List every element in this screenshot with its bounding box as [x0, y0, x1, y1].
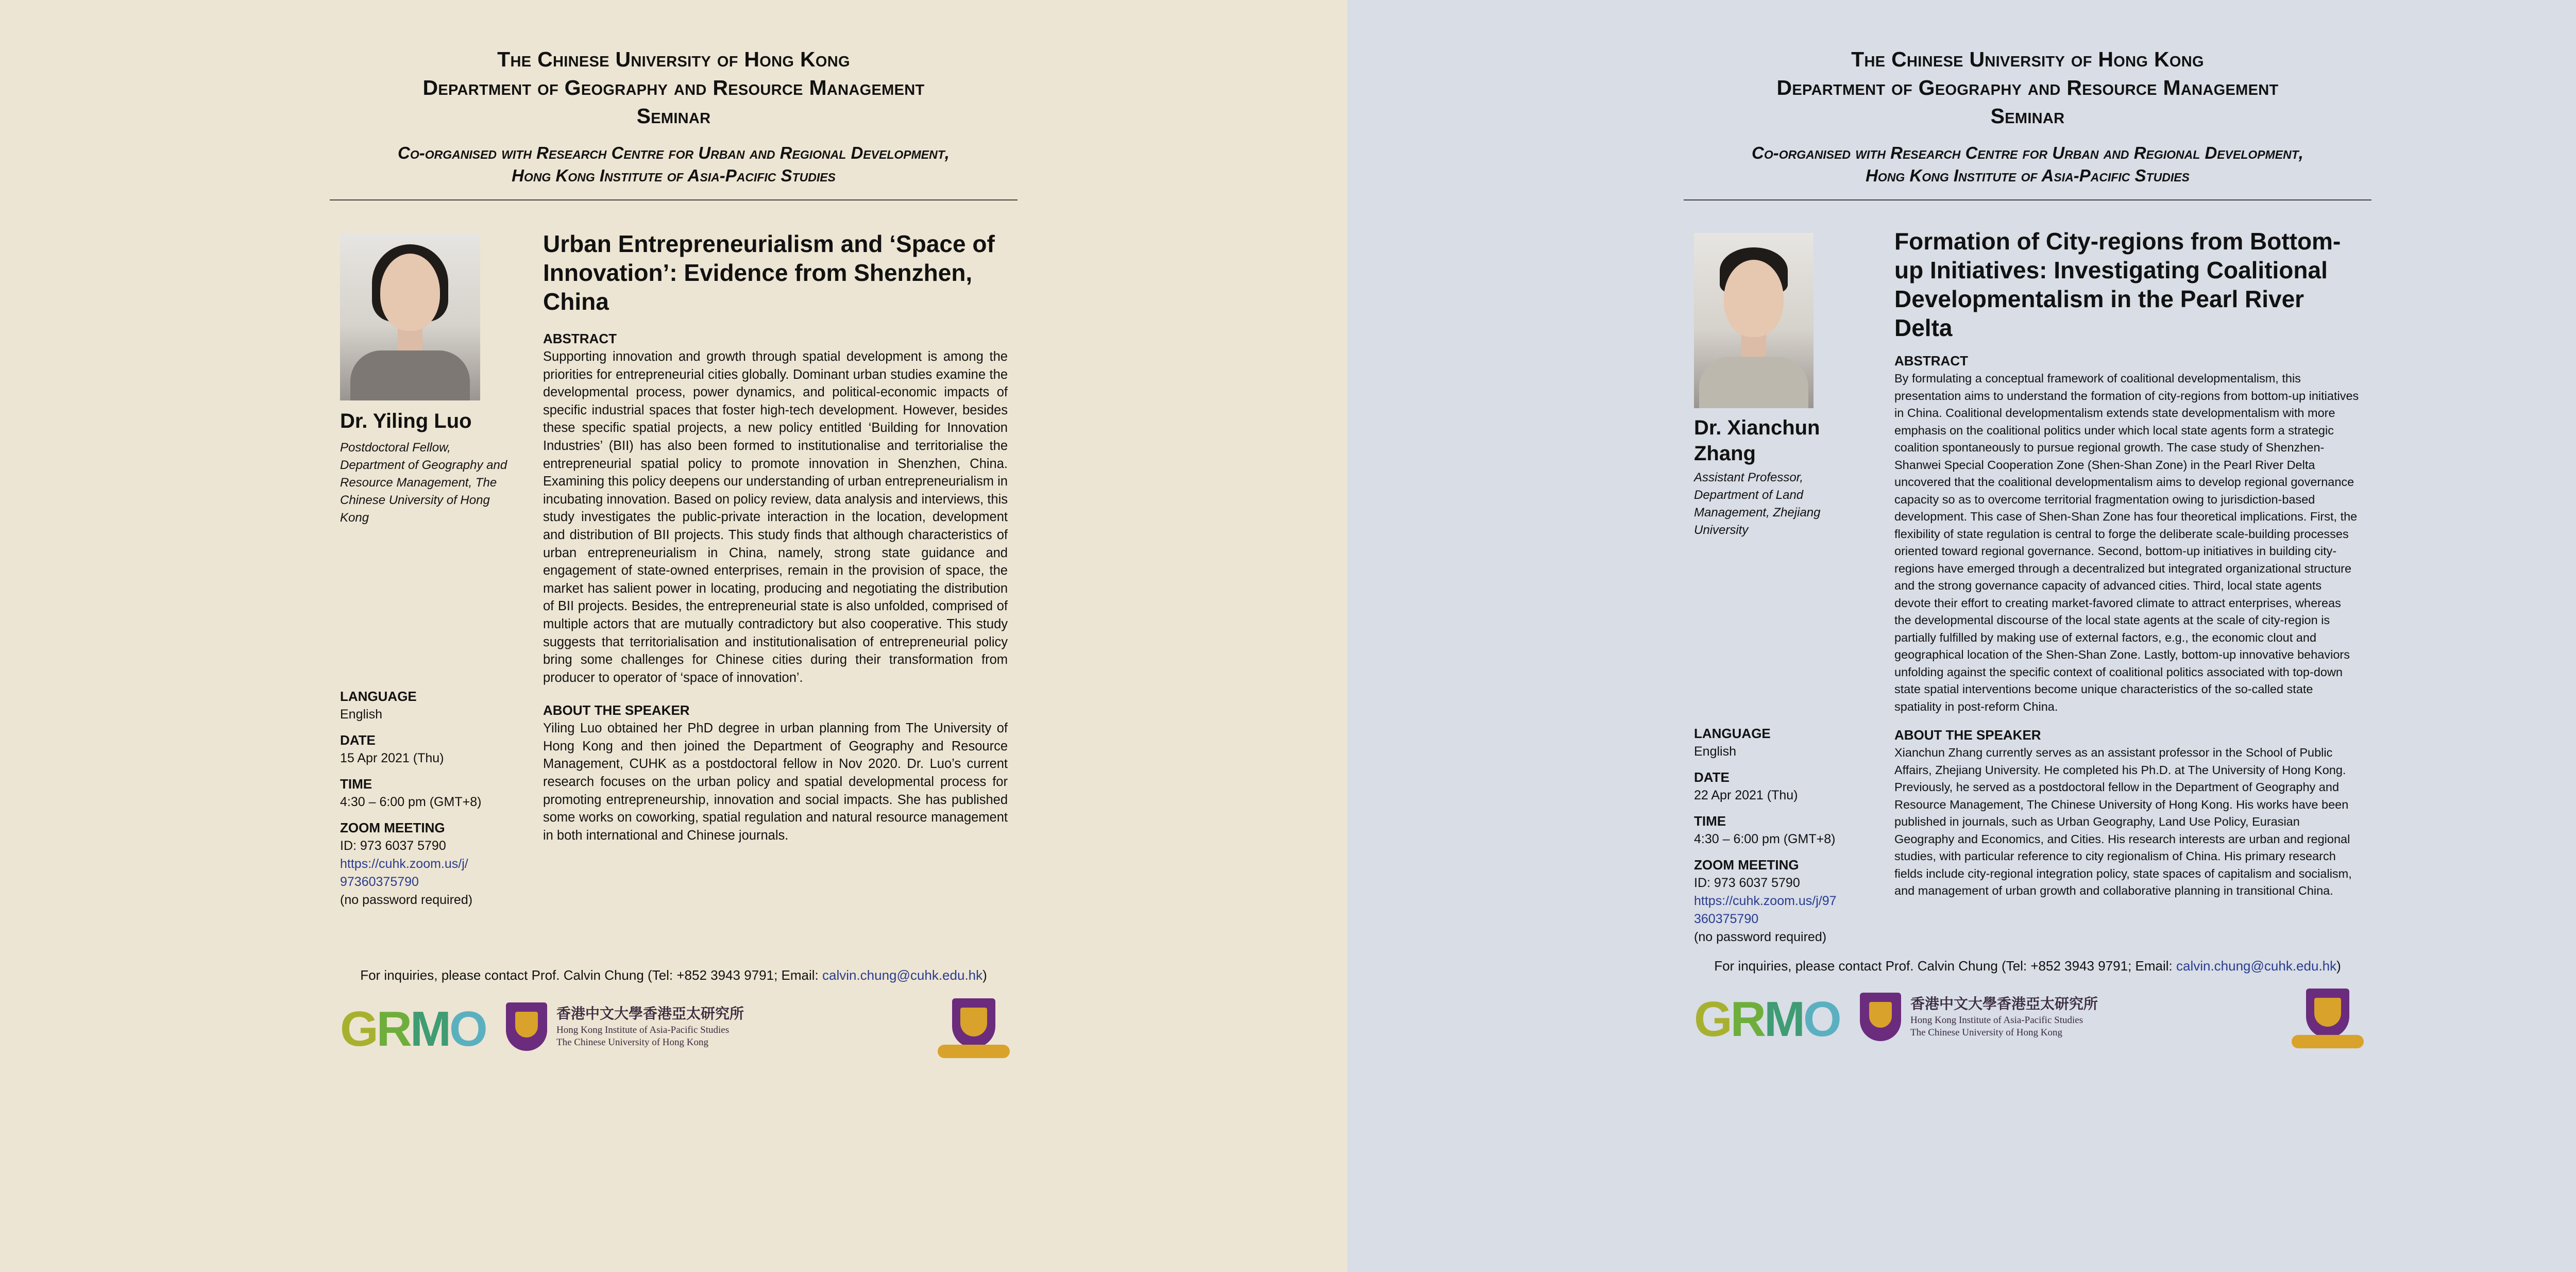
time-value: 4:30 – 6:00 pm (GMT+8) — [340, 795, 482, 809]
event-info — [1694, 724, 1859, 946]
language-value: English — [340, 707, 382, 722]
zoom-label: ZOOM MEETING — [340, 820, 445, 835]
co-organiser-line-1: Co-organised with Research Centre for Urban and Regional Development, — [1752, 143, 2303, 162]
event-type: Seminar — [636, 104, 711, 128]
contact-text: For inquiries, please contact Prof. Calvin Chung (Tel: +852 3943 9791; Email: — [360, 967, 822, 983]
seminar-poster — [1684, 0, 2371, 1047]
zoom-label: ZOOM MEETING — [1694, 857, 1799, 873]
cuhk-seal-icon — [2292, 989, 2364, 1048]
abstract-text: By formulating a conceptual framework of coalitional developmentalism, this presentation aims to understand the formation of city-regions from bottom-up initiatives in China. Coalitional developmentalism extends state developmentalism with more emphasis on the coalitional politics under which local state agents form a strategic coalition spontaneously to pursue regional growth. The case study of Shenzhen-Shanwei Special Cooperation Zone (Shen-Shan Zone) in the Pearl River Delta uncovered that the coalitional developmentalism aims to develop regional governance capacity so as to overcome territorial fragmentation owing to jurisdiction-based development. This case of Shen-Shan Zone has four theoretical implications. First, the flexibility of state regulation is central to forge the deliberate scale-building processes oriented toward regional governance. Second, bottom-up initiatives in building city-regions have emerged through a decentralized but integrated organizational structure and the strong governance capacity of advanced cities. Third, local state agents devote their effort to creating market-favored climate to attract enterprises, whereas the developmental discourse of the local state agents at the scale of city-region is partially fulfilled by making use of external factors, e.g., the economic clout and geographical location of the Shen-Shan Zone. Lastly, bottom-up innovative behaviors unfolding against the specific context of coalitional politics associated with top-down state spatial interventions become unique characteristics of the so-called state spatiality in post-reform China. — [1894, 372, 2359, 713]
poster-header — [330, 45, 1018, 130]
about-speaker-heading: ABOUT THE SPEAKER — [543, 702, 690, 718]
co-organiser — [330, 142, 1018, 187]
hkiaps-english-name: Hong Kong Institute of Asia-Pacific Studies — [556, 1025, 730, 1035]
password-note: (no password required) — [1694, 930, 1827, 944]
contact-email-link[interactable]: calvin.chung@cuhk.edu.hk — [2176, 958, 2337, 974]
department-name: Department of Geography and Resource Management — [422, 76, 925, 99]
talk-content — [543, 229, 1008, 844]
language-label: LANGUAGE — [340, 689, 417, 704]
time-label: TIME — [1694, 813, 1726, 829]
grmo-logo: GRMO — [1694, 992, 1840, 1047]
talk-title: Formation of City-regions from Bottom-up Initiatives: Investigating Coalitional Developmentalism in the Pearl River Delta — [1894, 228, 2341, 341]
logo-row — [1694, 989, 2364, 1050]
co-organiser — [1684, 142, 2371, 187]
cuhk-seal-small-icon — [506, 1002, 547, 1051]
cuhk-seal-small-icon — [1860, 993, 1901, 1041]
poster-panel-right — [1347, 0, 2576, 1272]
contact-line — [330, 966, 1018, 984]
abstract-heading: ABSTRACT — [543, 331, 617, 346]
talk-title: Urban Entrepreneurialism and ‘Space of Innovation’: Evidence from Shenzhen, China — [543, 230, 995, 315]
talk-content — [1894, 227, 2360, 900]
poster-header — [1684, 45, 2371, 130]
zoom-link[interactable] — [340, 855, 515, 891]
speaker-photo — [1694, 233, 1814, 408]
time-label: TIME — [340, 776, 372, 792]
zoom-link[interactable] — [1694, 892, 1859, 928]
zoom-id: ID: 973 6037 5790 — [1694, 876, 1800, 890]
date-value: 15 Apr 2021 (Thu) — [340, 751, 444, 765]
seminar-poster — [330, 0, 1018, 1057]
speaker-affiliation: Assistant Professor, Department of Land Management, Zhejiang University — [1694, 471, 1821, 537]
event-info — [340, 687, 515, 909]
about-speaker-text: Yiling Luo obtained her PhD degree in urban planning from The University of Hong Kong and then joined the Department of Geography and Resource Management, CUHK as a postdoctoral fellow in Nov 2020. Dr. Luo’s current research focuses on the urban policy and spatial developmental process for promoting entrepreneurship, innovation and social impacts. She has published some works on coworking, spatial regulation and natural resource management in both international and Chinese journals. — [543, 721, 1008, 843]
grmo-logo: GRMO — [340, 1001, 486, 1057]
language-value: English — [1694, 744, 1736, 759]
time-value: 4:30 – 6:00 pm (GMT+8) — [1694, 832, 1836, 846]
cuhk-english-name: The Chinese University of Hong Kong — [556, 1037, 708, 1048]
university-name: The Chinese University of Hong Kong — [1851, 47, 2204, 71]
zoom-link-line-2[interactable]: 360375790 — [1694, 912, 1759, 926]
abstract-heading: ABSTRACT — [1894, 353, 1968, 369]
speaker-photo — [340, 233, 480, 400]
zoom-link-line-1[interactable]: https://cuhk.zoom.us/j/ — [340, 857, 468, 871]
co-organiser-line-1: Co-organised with Research Centre for Urban and Regional Development, — [398, 143, 950, 162]
header-divider — [330, 199, 1018, 200]
contact-email-link[interactable]: calvin.chung@cuhk.edu.hk — [822, 967, 983, 983]
hkiaps-chinese-name: 香港中文大學香港亞太研究所 — [556, 1006, 744, 1022]
abstract-text: Supporting innovation and growth through spatial development is among the priorities for entrepreneurial cities globally. Dominant urban studies examine the developmental process, power dynamics, and political-economic impacts of specific industrial spaces that foster high-tech development. However, besides these specific spatial projects, a new policy entitled ‘Building for Innovation Industries’ (BII) has also been formed to institutionalise and territorialise the entrepreneurial spatial policy to promote innovation in Shenzhen, China. Examining this policy deepens our understanding of urban entrepreneurialism in incubating innovation. Based on policy review, data analysis and interviews, this study investigates the public-private interaction in the location, development and distribution of BII projects. This study finds that although characteristics of urban entrepreneurialism in China, namely, strong state guidance and engagement of state-owned enterprises, remain in the provision of space, the market has salient power in locating, producing and negotiating the distribution of BII projects. Besides, the entrepreneurial state is also unfolded, comprised of multiple actors that are mutually contradictory but also cooperative. This study suggests that territorialisation and institutionalisation of entrepreneurial policy bring some challenges for Chinese cities during their transformation from producer to operator of ‘space of innovation’. — [543, 349, 1008, 685]
speaker-name: Dr. Xianchun Zhang — [1694, 416, 1820, 465]
about-speaker-text: Xianchun Zhang currently serves as an assistant professor in the School of Public Affairs, Zhejiang University. He completed his Ph.D. at The University of Hong Kong. Previously, he served as a postdoctoral fellow in the Department of Geography and Resource Management, The Chinese University of Hong Kong. His works have been published in journals, such as Urban Geography, Land Use Policy, Eurasian Geography and Economics, and Cities. His research interests are urban and regional studies, with particular reference to city regionalism of China. His primary research fields include city-regional integration policy, state spaces of capitalism and socialism, and management of urban growth and collaborative planning in transitional China. — [1894, 746, 2352, 897]
hkiaps-chinese-name: 香港中文大學香港亞太研究所 — [1910, 996, 2098, 1012]
date-label: DATE — [1694, 769, 1730, 785]
about-speaker-heading: ABOUT THE SPEAKER — [1894, 727, 2041, 743]
date-value: 22 Apr 2021 (Thu) — [1694, 788, 1798, 802]
zoom-link-line-1[interactable]: https://cuhk.zoom.us/j/97 — [1694, 894, 1837, 908]
hkiaps-english-name: Hong Kong Institute of Asia-Pacific Studies — [1910, 1015, 2083, 1026]
zoom-id: ID: 973 6037 5790 — [340, 839, 446, 853]
password-note: (no password required) — [340, 893, 473, 907]
co-organiser-line-2: Hong Kong Institute of Asia-Pacific Studies — [512, 166, 836, 185]
date-label: DATE — [340, 732, 376, 748]
language-label: LANGUAGE — [1694, 726, 1771, 741]
contact-line — [1684, 957, 2371, 975]
speaker-name: Dr. Yiling Luo — [340, 410, 472, 432]
event-type: Seminar — [1990, 104, 2065, 128]
cuhk-english-name: The Chinese University of Hong Kong — [1910, 1027, 2062, 1038]
hkiaps-logo — [556, 1005, 744, 1049]
logo-row — [340, 998, 1010, 1060]
cuhk-seal-icon — [938, 998, 1010, 1058]
co-organiser-line-2: Hong Kong Institute of Asia-Pacific Studies — [1866, 166, 2190, 185]
hkiaps-logo — [1910, 995, 2098, 1039]
department-name: Department of Geography and Resource Management — [1776, 76, 2279, 99]
university-name: The Chinese University of Hong Kong — [497, 47, 850, 71]
contact-suffix: ) — [982, 967, 987, 983]
header-divider — [1684, 199, 2371, 200]
speaker-affiliation: Postdoctoral Fellow, Department of Geography and Resource Management, The Chinese University of Hong Kong — [340, 441, 507, 525]
contact-suffix: ) — [2336, 958, 2341, 974]
zoom-link-line-2[interactable]: 97360375790 — [340, 875, 419, 889]
contact-text: For inquiries, please contact Prof. Calvin Chung (Tel: +852 3943 9791; Email: — [1714, 958, 2176, 974]
